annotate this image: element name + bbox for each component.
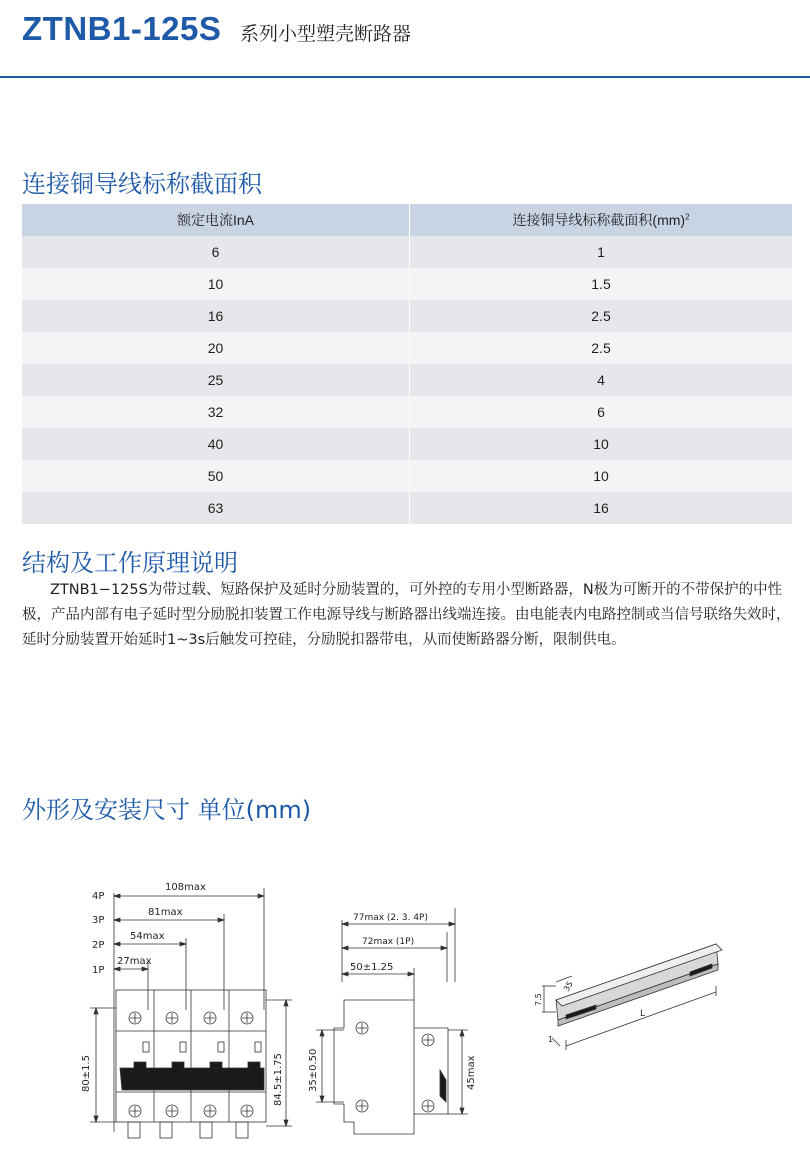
- wire-section-cell: 6: [410, 396, 793, 428]
- side-dim-50: 50±1.25: [350, 962, 394, 973]
- rated-current-cell: 16: [22, 300, 410, 332]
- section-title-wire-section: 连接铜导线标称截面积: [22, 170, 262, 198]
- width-label-54: 54max: [130, 931, 165, 942]
- wire-section-cell: 2.5: [410, 332, 793, 364]
- rated-current-cell: 40: [22, 428, 410, 460]
- table-row: [22, 268, 792, 300]
- rated-current-cell: 10: [22, 268, 410, 300]
- side-dim-45: 45max: [466, 1055, 477, 1090]
- rated-current-cell: 63: [22, 492, 410, 524]
- side-dim-72: 72max (1P): [362, 937, 415, 947]
- superscript-2: 2: [685, 212, 690, 222]
- height-label-80: 80±1.5: [81, 1054, 92, 1092]
- structure-description: ZTNB1−125S为带过载、短路保护及延时分励装置的，可外控的专用小型断路器，N极为可断开的不带保护的中性极，产品内部有电子延时型分励脱扣装置工作电源导线与断路器出线端连接。由电能表内电路控制或当信号联络失效时，延时分励装置开始延时1~3s后触发可控硅，分励脱扣器带电，从而使断路器分断，限制供电。: [22, 582, 791, 648]
- rail-label-35: 35: [561, 979, 575, 993]
- side-dim-77: 77max (2. 3. 4P): [353, 913, 428, 923]
- front-view-drawing: [90, 888, 292, 1138]
- pole-label-1p: 1P: [92, 965, 105, 976]
- dimension-drawings: [0, 870, 810, 1176]
- model-title: ZTNB1-125S: [22, 10, 222, 47]
- rated-current-cell: 32: [22, 396, 410, 428]
- table-row: [22, 396, 792, 428]
- table-row: [22, 300, 792, 332]
- wire-section-table: [22, 204, 792, 524]
- column-header-wire-section: [410, 204, 793, 236]
- rail-label-L: L: [640, 1009, 646, 1019]
- wire-section-cell: 2.5: [410, 300, 793, 332]
- rail-label-1: 1: [548, 1035, 554, 1044]
- din-rail-drawing: [542, 944, 722, 1050]
- pole-label-3p: 3P: [92, 915, 105, 926]
- table-row: [22, 236, 792, 268]
- section-title-structure: 结构及工作原理说明: [22, 549, 238, 577]
- table-header-row: [22, 204, 792, 236]
- rated-current-cell: 25: [22, 364, 410, 396]
- wire-section-cell: 1: [410, 236, 793, 268]
- height-label-84-5: 84.5±1.75: [273, 1053, 284, 1106]
- width-label-81: 81max: [148, 907, 183, 918]
- page-header: [0, 0, 810, 80]
- model-subtitle: 系列小型塑壳断路器: [240, 23, 412, 45]
- wire-section-cell: 1.5: [410, 268, 793, 300]
- rated-current-cell: 6: [22, 236, 410, 268]
- rail-label-7-5: 7.5: [534, 993, 543, 1006]
- table-row: [22, 428, 792, 460]
- pole-label-4p: 4P: [92, 891, 105, 902]
- width-label-108: 108max: [165, 882, 206, 893]
- header-divider: [0, 76, 810, 78]
- wire-section-cell: 10: [410, 460, 793, 492]
- wire-section-cell: 4: [410, 364, 793, 396]
- column-header-text: 连接铜导线标称截面积(mm): [512, 212, 686, 228]
- table-row: [22, 364, 792, 396]
- rated-current-cell: 50: [22, 460, 410, 492]
- wire-section-cell: 16: [410, 492, 793, 524]
- column-header-rated-current: 额定电流InA: [22, 204, 410, 236]
- table-row: [22, 492, 792, 524]
- width-label-27: 27max: [117, 956, 152, 967]
- table-row: [22, 460, 792, 492]
- side-dim-35: 35±0.50: [308, 1048, 319, 1092]
- table-row: [22, 332, 792, 364]
- rated-current-cell: 20: [22, 332, 410, 364]
- pole-label-2p: 2P: [92, 940, 105, 951]
- wire-section-cell: 10: [410, 428, 793, 460]
- section-title-dimensions: 外形及安装尺寸 单位(mm): [22, 796, 312, 824]
